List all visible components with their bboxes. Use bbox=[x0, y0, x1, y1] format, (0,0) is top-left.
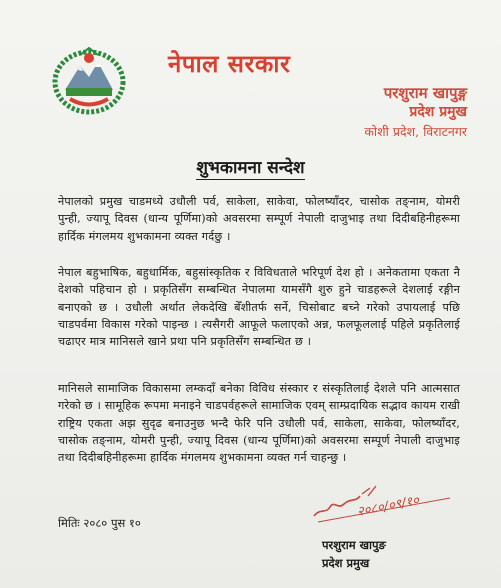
paragraph: मानिसले सामाजिक विकासमा लम्कदाँ बनेका विविध संस्कार र संस्कृतिलाई देशले पनि आत्मसात गरेको छ । सामूहिक रूपमा मनाइने चाडपर्वहरूले सामाजिक एवम् साम्प्रदायिक सद्भाव कायम राखी राष्ट्रिय एकता अझ सुदृढ बनाउनुछ भन्दै फेरि पनि उधौली पर्व, साकेला, साकेवा, फोलष्याँदर, चासोक तङ्नाम, योमरी पुन्ही, ज्यापू दिवस (धान्य पूर्णिमा)को अवसरमा सम्पूर्ण नेपाली दाजुभाइ तथा दिदीबहिनीहरूमा हार्दिक मंगलमय शुभकामना व्यक्त गर्न चाहन्छु । bbox=[58, 382, 460, 465]
signatory-name: परशुराम खापुङ्ग bbox=[383, 84, 467, 102]
date-line: मितिः २०८० पुस १० bbox=[58, 516, 141, 530]
nepal-emblem-icon bbox=[50, 44, 128, 116]
paragraph: नेपाल बहुभाषिक, बहुधार्मिक, बहुसांस्कृतिक र विविधताले भरिपूर्ण देश हो । अनेकतामा एकता नै देशको पहिचान हो । प्रकृतिसँग सम्बन्धित नेपालमा यामसँगै शुरु हुने चाडहरूले देशलाई रङ्गीन बनाएको छ । उधौली अर्थात लेकदेखि बेँशीतर्फ सर्ने, चिसोबाट बच्ने गरेको उपायलाई पछि चाडपर्वमा विकास गरेको पाइन्छ । त्यसैगरी आफूले फलाएको अन्न, फलफूललाई पहिले प्रकृतिलाई चढाएर मात्र मानिसले खाने प्रथा पनि प्रकृतिसँग सम्बन्धित छ । bbox=[58, 266, 460, 349]
letter-heading bbox=[0, 155, 501, 178]
footer-signatory bbox=[322, 536, 386, 572]
heading-text: शुभकामना सन्देश bbox=[196, 158, 305, 178]
handwritten-signature bbox=[300, 474, 470, 530]
signatory-title: प्रदेश प्रमुख bbox=[409, 104, 467, 120]
letterhead-signatory bbox=[364, 84, 467, 142]
handwritten-date: २०८०/०९/१० bbox=[355, 493, 421, 520]
province-line: कोशी प्रदेश, विराटनगर bbox=[364, 124, 467, 139]
government-title: नेपाल सरकार bbox=[168, 49, 291, 78]
footer-title: प्रदेश प्रमुख bbox=[322, 556, 370, 570]
footer-name: परशुराम खापुङ bbox=[322, 538, 386, 552]
paragraph: नेपालको प्रमुख चाडमध्ये उधौली पर्व, साकेला, साकेवा, फोलष्याँदर, चासोक तङ्नाम, योमरी पुन्ही, ज्यापू दिवस (धान्य पूर्णिमा)को अवसरमा सम्पूर्ण नेपाली दाजुभाइ तथा दिदीबहिनीहरूमा हार्दिक मंगलमय शुभकामना व्यक्त गर्दछु । bbox=[58, 195, 460, 243]
